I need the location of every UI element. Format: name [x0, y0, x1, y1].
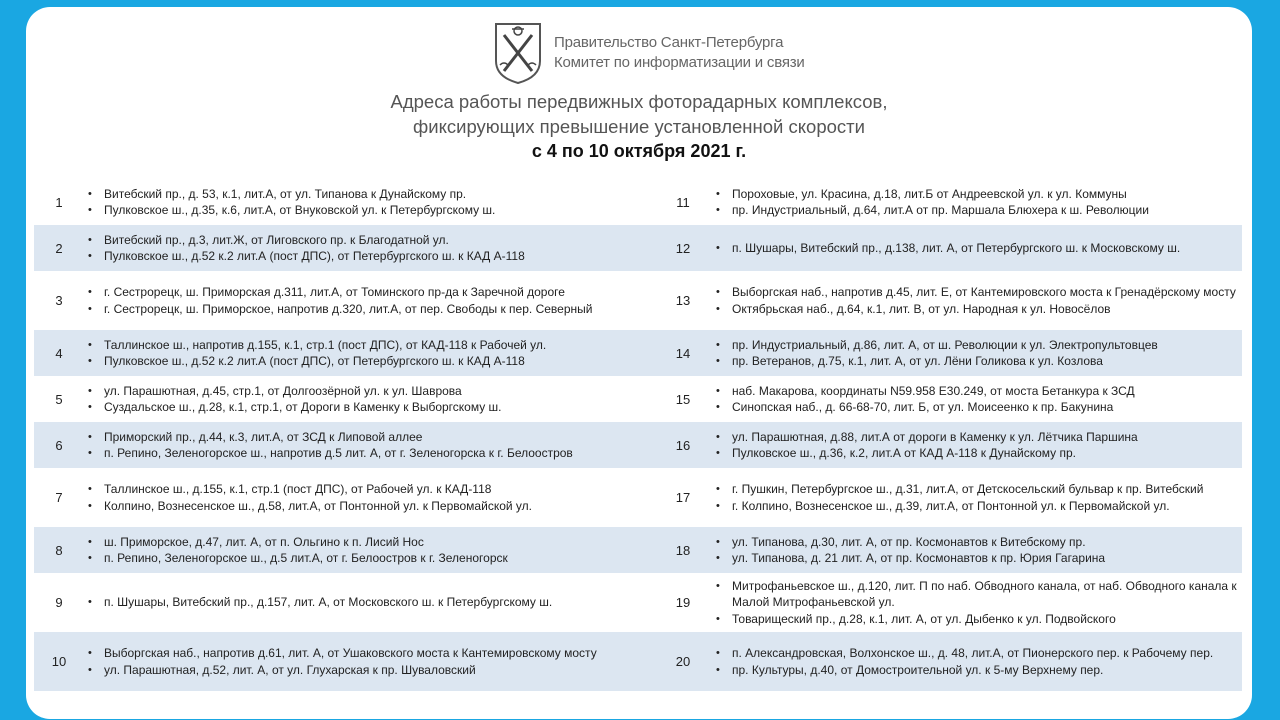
- address-list-right: [712, 330, 1242, 376]
- address-item: • Пороховые, ул. Красина, д.18, лит.Б от Андреевской ул. к ул. Коммуны: [712, 186, 1242, 203]
- address-item: • ул. Парашютная, д.88, лит.А от дороги в Каменку к ул. Лётчика Паршина: [712, 429, 1242, 446]
- table-row: [34, 376, 1242, 422]
- row-number-right: 17: [675, 490, 691, 505]
- address-item: • Выборгская наб., напротив д.61, лит. А, от Ушаковского моста к Кантемировскому мосту: [84, 645, 654, 662]
- table-row: [34, 179, 1242, 225]
- address-item: • п. Репино, Зеленогорское ш., напротив д.5 лит. А, от г. Зеленогорска к г. Белоостров: [84, 445, 654, 462]
- address-item: • Октябрьская наб., д.64, к.1, лит. В, от ул. Народная к ул. Новосёлов: [712, 301, 1242, 318]
- document-card: [26, 7, 1252, 719]
- address-item: • ул. Типанова, д.30, лит. А, от пр. Космонавтов к Витебскому пр.: [712, 534, 1242, 551]
- row-number-right: 15: [675, 391, 691, 407]
- row-number-right: 14: [675, 345, 691, 361]
- address-item: • Колпино, Вознесенское ш., д.58, лит.А, от Понтонной ул. к Первомайской ул.: [84, 498, 654, 515]
- address-list-left: [84, 422, 654, 468]
- address-item: • Суздальское ш., д.28, к.1, стр.1, от Дороги в Каменку к Выборгскому ш.: [84, 399, 654, 416]
- address-item: • пр. Ветеранов, д.75, к.1, лит. А, от ул. Лёни Голикова к ул. Козлова: [712, 353, 1242, 370]
- address-list-right: [712, 179, 1242, 225]
- page-title: [26, 89, 1252, 164]
- address-item: • пр. Индустриальный, д.64, лит.А от пр. Маршала Блюхера к ш. Революции: [712, 202, 1242, 219]
- address-list-right: [712, 376, 1242, 422]
- address-list-right: [712, 632, 1242, 691]
- address-list-left: [84, 179, 654, 225]
- row-number-left: 9: [55, 595, 63, 610]
- address-list-left: [84, 330, 654, 376]
- address-item: • Витебский пр., д.3, лит.Ж, от Лиговского пр. к Благодатной ул.: [84, 232, 654, 249]
- address-item: • п. Александровская, Волхонское ш., д. 48, лит.А, от Пионерского пер. к Рабочему пер.: [712, 645, 1242, 662]
- address-list-left: [84, 527, 654, 573]
- row-number-right: 11: [676, 194, 690, 210]
- row-number-right: 12: [675, 240, 691, 256]
- row-number-left: 5: [55, 391, 63, 407]
- address-item: • пр. Культуры, д.40, от Домостроительной ул. к 5-му Верхнему пер.: [712, 662, 1242, 679]
- table-row: [34, 422, 1242, 468]
- address-item: • пр. Индустриальный, д.86, лит. А, от ш. Революции к ул. Электропультовцев: [712, 337, 1242, 354]
- address-item: • ул. Парашютная, д.52, лит. А, от ул. Глухарская к пр. Шуваловский: [84, 662, 654, 679]
- table-row: [34, 330, 1242, 376]
- address-list-right: [712, 573, 1242, 632]
- address-list-left: [84, 468, 654, 527]
- org-name: Правительство Санкт-Петербурга: [554, 34, 784, 51]
- address-item: • г. Колпино, Вознесенское ш., д.39, лит.А, от Понтонной ул. к Первомайской ул.: [712, 498, 1242, 515]
- address-item: • Пулковское ш., д.36, к.2, лит.А от КАД А-118 к Дунайскому пр.: [712, 445, 1242, 462]
- row-number-right: 18: [675, 542, 691, 558]
- address-list-left: [84, 271, 654, 330]
- address-item: • Товарищеский пр., д.28, к.1, лит. А, от ул. Дыбенко к ул. Подвойского: [712, 611, 1242, 628]
- address-list-left: [84, 573, 654, 632]
- address-list-right: [712, 225, 1242, 271]
- address-list-right: [712, 422, 1242, 468]
- address-item: • п. Репино, Зеленогорское ш., д.5 лит.А, от г. Белоостров к г. Зеленогорск: [84, 550, 654, 567]
- row-number-left: 8: [55, 542, 63, 558]
- address-item: • Синопская наб., д. 66-68-70, лит. Б, от ул. Моисеенко к пр. Бакунина: [712, 399, 1242, 416]
- address-item: • Таллинское ш., напротив д.155, к.1, стр.1 (пост ДПС), от КАД-118 к Рабочей ул.: [84, 337, 654, 354]
- row-number-left: 6: [55, 437, 63, 453]
- address-list-right: [712, 271, 1242, 330]
- address-table: [34, 179, 1242, 691]
- row-number-left: 1: [55, 194, 63, 210]
- address-list-left: [84, 376, 654, 422]
- table-row: [34, 573, 1242, 632]
- org-header: [492, 21, 805, 85]
- address-item: • ул. Парашютная, д.45, стр.1, от Долгоозёрной ул. к ул. Шаврова: [84, 383, 654, 400]
- table-row: [34, 271, 1242, 330]
- row-number-left: 7: [55, 490, 63, 505]
- committee-name: Комитет по информатизации и связи: [554, 54, 805, 71]
- address-item: • п. Шушары, Витебский пр., д.138, лит. А, от Петербургского ш. к Московскому ш.: [712, 240, 1242, 257]
- address-item: • Пулковское ш., д.52 к.2 лит.А (пост ДПС), от Петербургского ш. к КАД А-118: [84, 353, 654, 370]
- address-item: • г. Сестрорецк, ш. Приморское, напротив д.320, лит.А, от пер. Свободы к пер. Северный: [84, 301, 654, 318]
- address-item: • Пулковское ш., д.35, к.6, лит.А, от Внуковской ул. к Петербургскому ш.: [84, 202, 654, 219]
- address-item: • Выборгская наб., напротив д.45, лит. Е, от Кантемировского моста к Гренадёрскому мосту: [712, 284, 1242, 301]
- address-list-right: [712, 527, 1242, 573]
- row-number-right: 20: [675, 654, 691, 669]
- table-row: [34, 468, 1242, 527]
- date-range: с 4 по 10 октября 2021 г.: [531, 141, 747, 161]
- address-item: • г. Сестрорецк, ш. Приморская д.311, лит.А, от Томинского пр-да к Заречной дороге: [84, 284, 654, 301]
- address-item: • п. Шушары, Витебский пр., д.157, лит. А, от Московского ш. к Петербургскому ш.: [84, 594, 654, 611]
- row-number-right: 16: [675, 437, 691, 453]
- address-item: • Пулковское ш., д.52 к.2 лит.А (пост ДПС), от Петербургского ш. к КАД А-118: [84, 248, 654, 265]
- address-item: • г. Пушкин, Петербургское ш., д.31, лит.А, от Детскосельский бульвар к пр. Витебский: [712, 481, 1242, 498]
- title-line-1: Адреса работы передвижных фоторадарных комплексов,: [390, 91, 888, 112]
- table-row: [34, 632, 1242, 691]
- spb-emblem-icon: [492, 21, 544, 85]
- row-number-left: 2: [55, 240, 63, 256]
- address-item: • Приморский пр., д.44, к.3, лит.А, от ЗСД к Липовой аллее: [84, 429, 654, 446]
- table-row: [34, 225, 1242, 271]
- address-item: • Митрофаньевское ш., д.120, лит. П по наб. Обводного канала, от наб. Обводного канала к Малой Митрофаньевской ул.: [712, 578, 1242, 611]
- address-list-right: [712, 468, 1242, 527]
- row-number-left: 4: [55, 345, 63, 361]
- row-number-right: 13: [675, 293, 691, 308]
- address-item: • наб. Макарова, координаты N59.958 E30.249, от моста Бетанкура к ЗСД: [712, 383, 1242, 400]
- address-item: • ул. Типанова, д. 21 лит. А, от пр. Космонавтов к пр. Юрия Гагарина: [712, 550, 1242, 567]
- row-number-left: 10: [51, 654, 67, 669]
- table-row: [34, 527, 1242, 573]
- address-item: • Витебский пр., д. 53, к.1, лит.А, от ул. Типанова к Дунайскому пр.: [84, 186, 654, 203]
- title-line-2: фиксирующих превышение установленной скорости: [413, 116, 865, 137]
- address-item: • ш. Приморское, д.47, лит. А, от п. Ольгино к п. Лисий Нос: [84, 534, 654, 551]
- address-list-left: [84, 632, 654, 691]
- row-number-right: 19: [675, 595, 691, 610]
- row-number-left: 3: [55, 293, 63, 308]
- address-list-left: [84, 225, 654, 271]
- address-item: • Таллинское ш., д.155, к.1, стр.1 (пост ДПС), от Рабочей ул. к КАД-118: [84, 481, 654, 498]
